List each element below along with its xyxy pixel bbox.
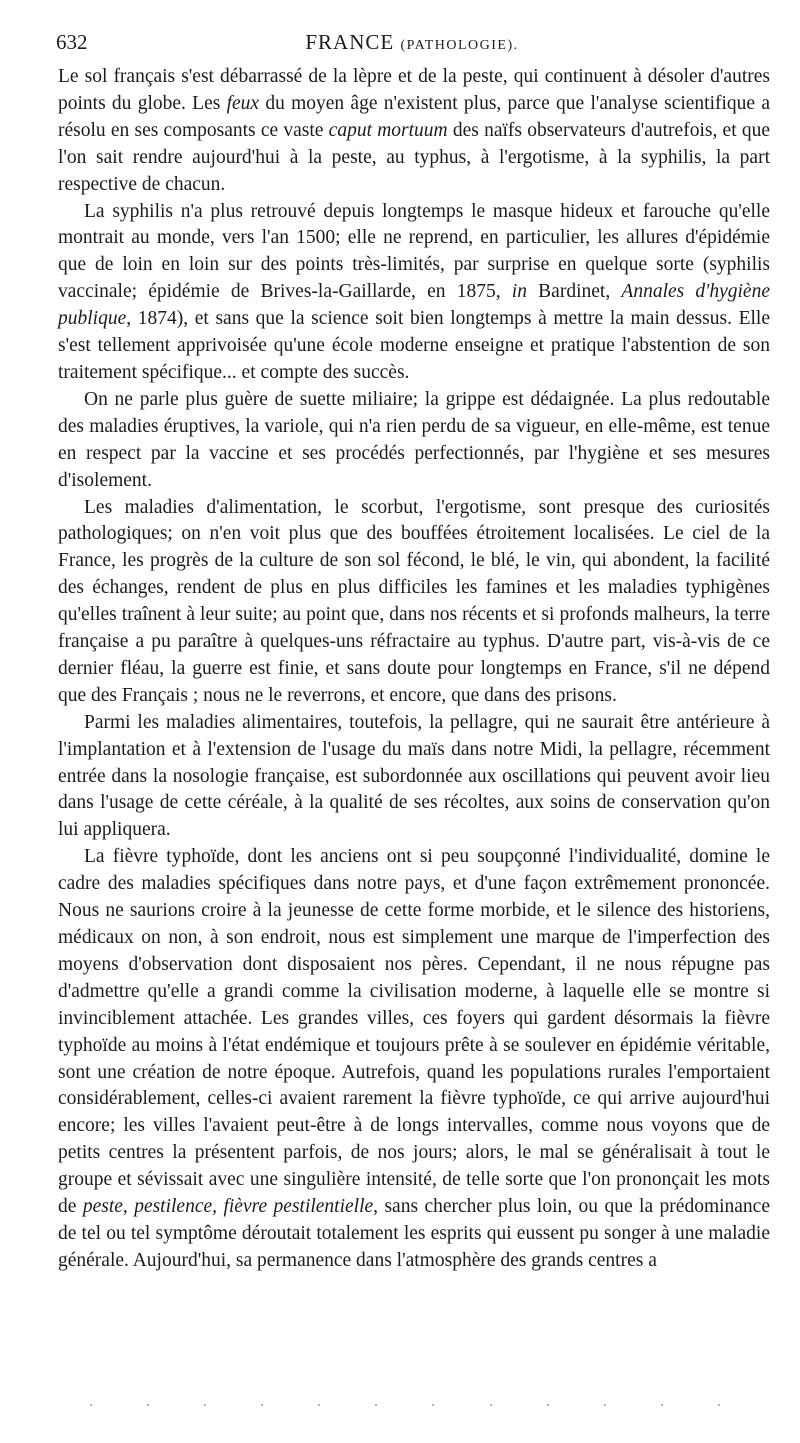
text-run: La fièvre typhoïde, dont les anciens ont si peu soupçonné l'individualité, domine le cadre des maladies spécifiques dans notre pays, et d'une façon extrêmement prononcée. Nous ne saurions croire à la jeunesse de cette forme morbide, et le silence des historiens, médicaux on non, à son endroit, nous est simplement une marque de l'imperfection des moyens d'observation dont disposaient nos pères. Cependant, il ne nous répugne pas d'admettre qu'elle a grandi comme la civilisation moderne, à laquelle elle se montre si invinciblement attachée. Les grandes villes, ces foyers qui gardent désormais la fièvre typhoïde au moins à l'état endémique et toujours prête à se soulever en épidémie véritable, sont une création de notre époque. Autrefois, quand les populations rurales l'emportaient considérablement, celles-ci avaient rarement la fièvre typhoïde, ce qui arrive aujourd'hui encore; les villes l'avaient peut-être à de longs intervalles, comme nous voyons que de petits centres la présentent parfois, de nos jours; alors, le mal se généralisait à tout le groupe et sévissait avec une singulière intensité, de telle sorte que l'on prononçait les mots de [58, 846, 770, 1218]
text-run: Bardinet, [526, 281, 622, 303]
text-run: Les maladies d'alimentation, le scorbut, l'ergotisme, sont presque des curiosités pathologiques; on n'en voit plus que des bouffées étroitement localisées. Le ciel de la France, les progrès de la culture de son sol fécond, le blé, le vin, qui abondent, la facilité des échanges, rendent de plus en plus difficiles les famines et les maladies typhigènes qu'elles traînent à leur suite; au point que, dans nos récents et si profonds malheurs, la terre française a pu paraître à quelques-uns réfractaire au typhus. D'autre part, vis-à-vis de ce dernier fléau, la guerre est finie, et sans doute pour longtemps en France, s'il ne dépend que des Français ; nous ne le reverrons, et encore, que dans des prisons. [58, 496, 770, 706]
paragraph-6 [58, 844, 770, 1275]
text-run: Parmi les maladies alimentaires, toutefois, la pellagre, qui ne saurait être antérieure à l'implantation et à l'extension de l'usage du maïs dans notre Midi, la pellagre, récemment entrée dans la nosologie française, est subordonnée aux oscillations qui peuvent avoir lieu dans l'usage de cette céréale, à la qualité de ses récoltes, aux soins de conservation qu'on lui appliquera. [58, 711, 770, 841]
scan-speck [490, 1404, 492, 1406]
page-number: 632 [56, 30, 88, 54]
running-head [56, 30, 768, 60]
scan-speck [375, 1404, 377, 1406]
text-run: La syphilis n'a plus retrouvé depuis longtemps le masque hideux et farouche qu'elle montrait au monde, vers l'an 1500; elle ne reprend, en particulier, les allures d'épidémie que de loin en loin sur des points très-limités, par surprise en quelque sorte (syphilis vaccinale; épidémie de Brives-la-Gaillarde, en 1875, [58, 200, 770, 303]
italic-run: in [511, 281, 527, 303]
scan-speck [318, 1404, 320, 1406]
scan-speck [604, 1404, 606, 1406]
scan-speck [261, 1404, 263, 1406]
text-run: des naïfs observateurs d'autrefois, et que l'on sait rendre aujourd'hui à la peste, au typhus, à l'ergotisme, à la syphilis, la part respective de chacun. [58, 119, 770, 195]
scan-speck [147, 1404, 149, 1406]
scan-specks [90, 1404, 720, 1408]
scan-speck [90, 1404, 92, 1406]
text-run: , sans chercher plus loin, ou que la prédominance de tel ou tel symptôme déroutait totalement les esprits qui eussent pu songer à une maladie générale. Aujourd'hui, sa permanence dans l'atmosphère des grands centres a [58, 1196, 770, 1271]
paragraph-1 [58, 64, 770, 199]
italic-run: peste, pestilence, fièvre pestilentielle [82, 1196, 374, 1218]
text-run: du moyen âge n'existent plus, parce que l'analyse scientifique a résolu en ses composants ce vaste [58, 92, 770, 141]
scan-speck [547, 1404, 549, 1406]
scan-speck [432, 1404, 434, 1406]
scan-speck [718, 1404, 720, 1406]
paragraph-5 [58, 710, 770, 845]
text-run: Le sol français s'est débarrassé de la lèpre et de la peste, qui continuent à désoler d'autres points du globe. Les [58, 66, 770, 114]
paragraph-3 [58, 387, 770, 495]
scan-speck [204, 1404, 206, 1406]
paragraph-2 [58, 199, 770, 387]
running-title-main: FRANCE [305, 30, 395, 54]
running-title [56, 30, 768, 55]
paragraph-4 [58, 495, 770, 710]
scan-speck [661, 1404, 663, 1406]
text-run: On ne parle plus guère de suette miliaire; la grippe est dédaignée. La plus redoutable des maladies éruptives, la variole, qui n'a rien perdu de sa vigueur, en elle-même, est tenue en respect par la vaccine et ses procédés perfectionnés, par l'hygiène et ses mesures d'isolement. [58, 388, 770, 491]
body-text [58, 64, 770, 1275]
italic-run: Annales d'hygiène publique [58, 281, 770, 330]
text-run: , 1874), et sans que la science soit bien longtemps à mettre la main dessus. Elle s'est tellement apprivoisée qu'une école moderne enseigne et pratique l'abstention de son traitement spécifique... et compte des succès. [58, 308, 770, 383]
italic-run: caput mortuum [328, 119, 448, 141]
running-title-sub: (PATHOLOGIE). [400, 38, 519, 53]
italic-run: feux [226, 92, 260, 114]
